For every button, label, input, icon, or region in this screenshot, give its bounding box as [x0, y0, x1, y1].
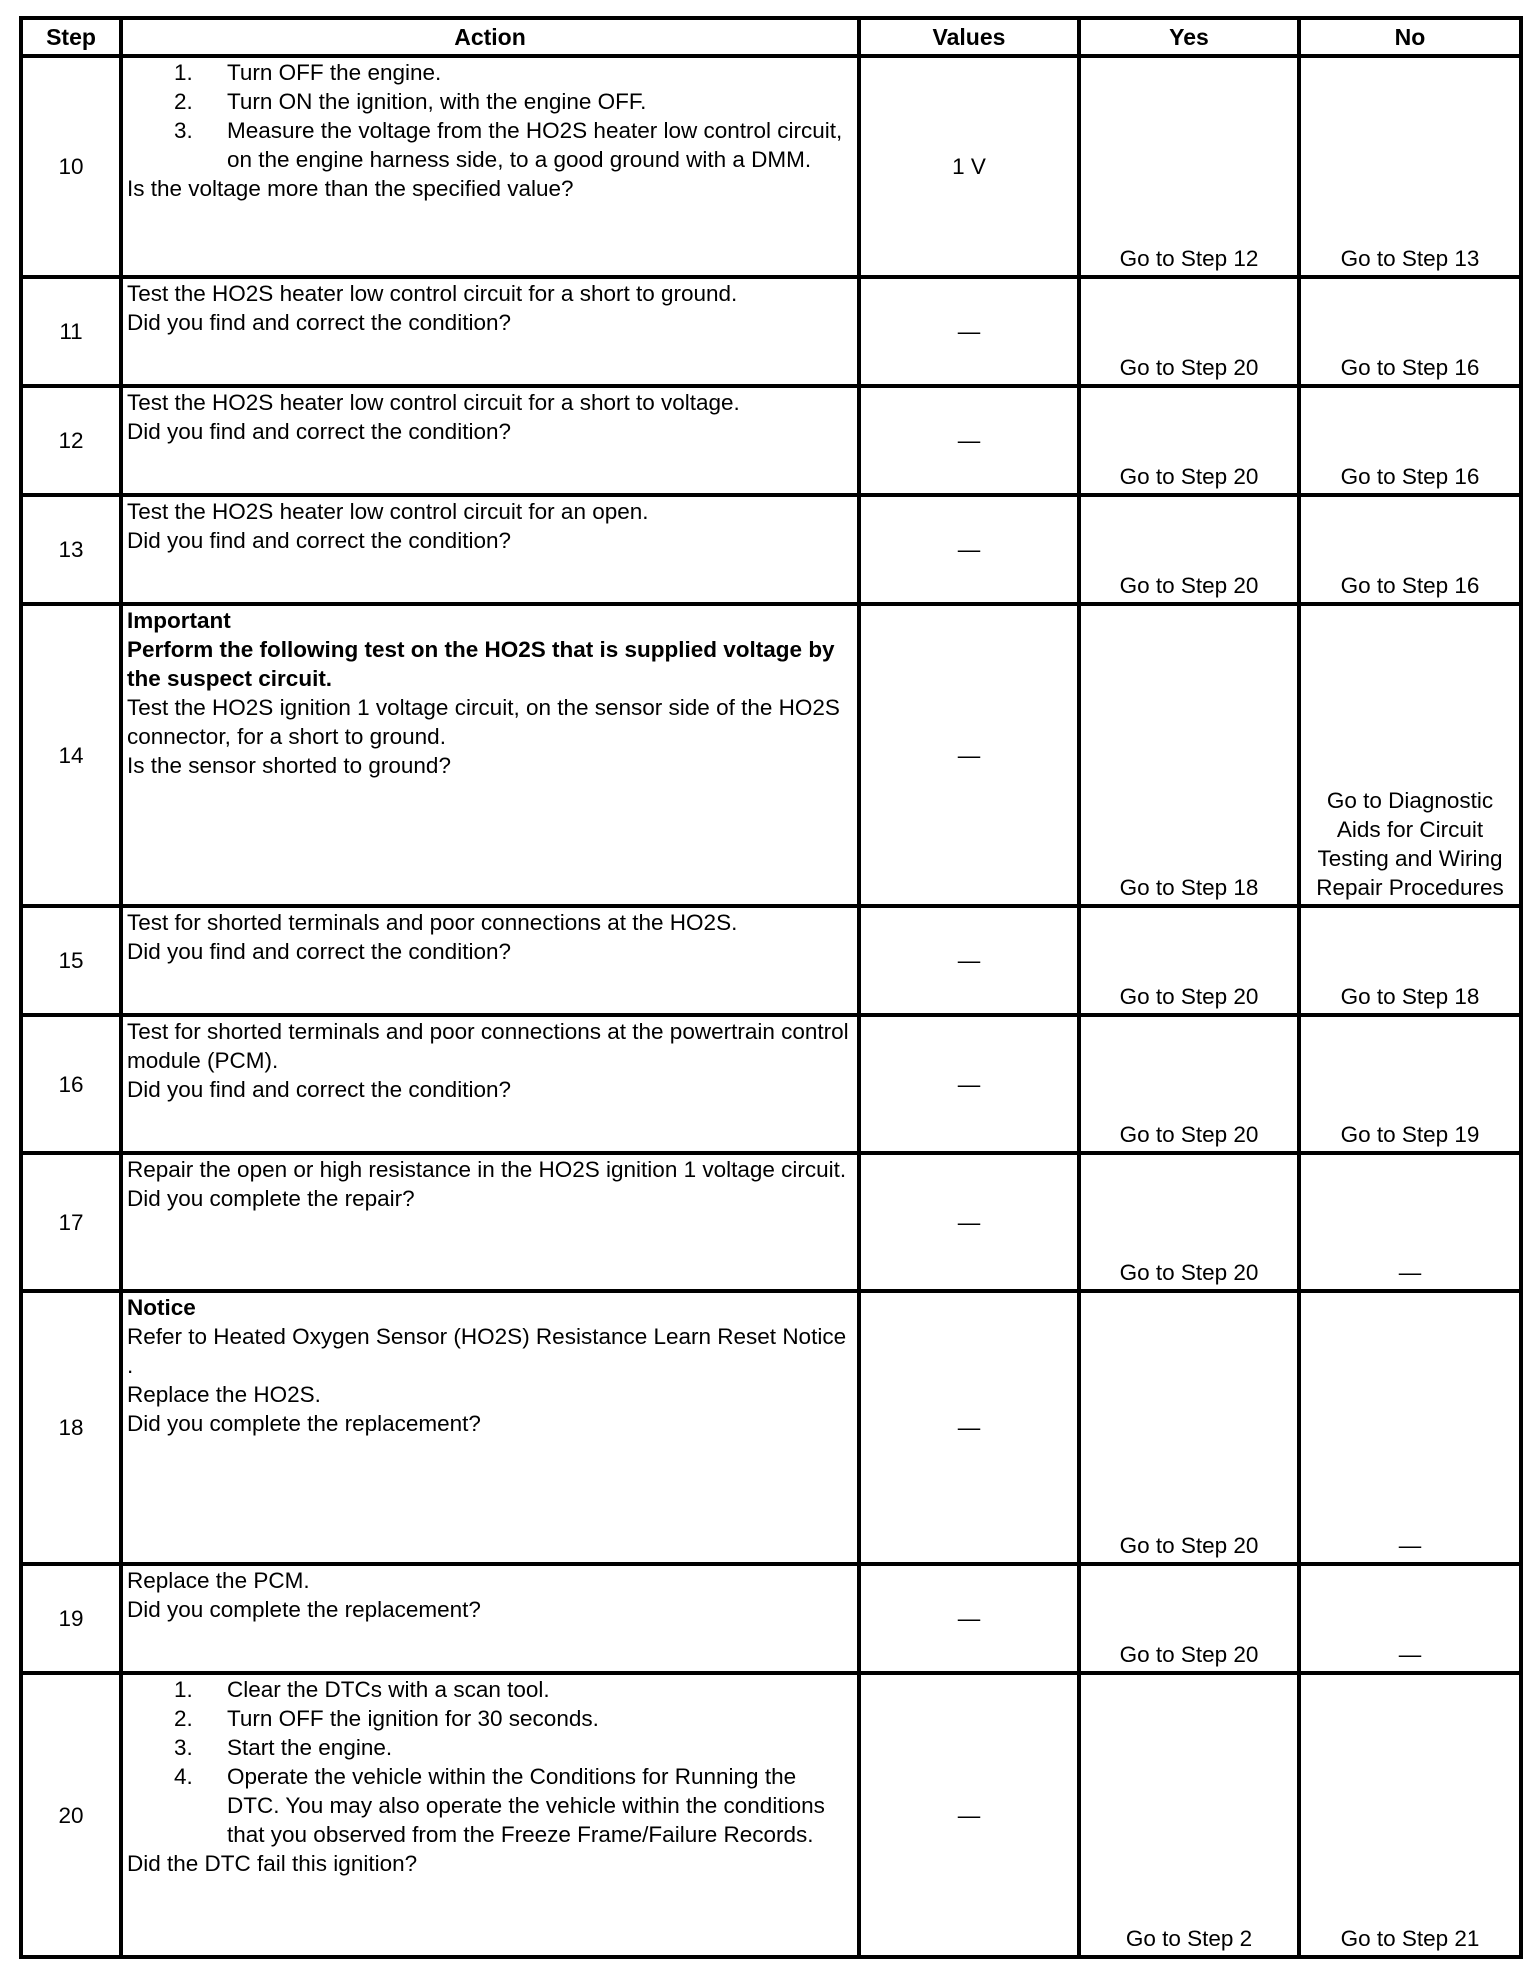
action-text: Replace the HO2S.	[127, 1382, 321, 1407]
no-cell: —	[1299, 1153, 1521, 1291]
action-text: Test the HO2S ignition 1 voltage circuit, on the sensor side of the HO2S connector, for a short to ground.	[127, 695, 840, 749]
value-cell: —	[859, 1153, 1079, 1291]
step-number: 18	[21, 1291, 121, 1564]
value-cell: —	[859, 604, 1079, 906]
step-number: 15	[21, 906, 121, 1015]
table-row	[21, 1564, 1521, 1673]
value-cell: 1 V	[859, 56, 1079, 277]
value-cell: —	[859, 386, 1079, 495]
no-cell: Go to Step 13	[1299, 56, 1521, 277]
step-number: 14	[21, 604, 121, 906]
header-yes: Yes	[1079, 18, 1299, 56]
action-question: Did you complete the replacement?	[127, 1411, 481, 1436]
table-row	[21, 56, 1521, 277]
header-action: Action	[121, 18, 859, 56]
yes-cell: Go to Step 20	[1079, 277, 1299, 386]
action-question: Did the DTC fail this ignition?	[127, 1851, 418, 1876]
step-number: 12	[21, 386, 121, 495]
no-cell: Go to Step 16	[1299, 495, 1521, 604]
action-question: Did you find and correct the condition?	[127, 939, 511, 964]
yes-cell: Go to Step 20	[1079, 1153, 1299, 1291]
action-text: Test the HO2S heater low control circuit for a short to voltage.	[127, 390, 740, 415]
important-heading: Important	[127, 608, 231, 633]
table-row	[21, 906, 1521, 1015]
action-question: Did you complete the repair?	[127, 1186, 415, 1211]
yes-cell: Go to Step 12	[1079, 56, 1299, 277]
value-cell: —	[859, 1564, 1079, 1673]
notice-heading: Notice	[127, 1295, 196, 1320]
action-question: Did you find and correct the condition?	[127, 310, 511, 335]
table-row	[21, 1153, 1521, 1291]
step-number: 17	[21, 1153, 121, 1291]
action-cell	[121, 1153, 859, 1291]
step-number: 16	[21, 1015, 121, 1153]
important-text: Perform the following test on the HO2S that is supplied voltage by the suspect circuit.	[127, 637, 835, 691]
action-step: Start the engine.	[227, 1735, 393, 1760]
action-step: Measure the voltage from the HO2S heater low control circuit, on the engine harness side, to a good ground with a DMM.	[227, 118, 843, 172]
action-cell	[121, 906, 859, 1015]
step-number: 19	[21, 1564, 121, 1673]
no-cell: Go to Step 16	[1299, 386, 1521, 495]
yes-cell: Go to Step 20	[1079, 1291, 1299, 1564]
action-question: Is the sensor shorted to ground?	[127, 753, 451, 778]
yes-cell: Go to Step 20	[1079, 495, 1299, 604]
yes-cell: Go to Step 20	[1079, 1015, 1299, 1153]
header-row	[21, 18, 1521, 56]
action-question: Is the voltage more than the specified value?	[127, 176, 574, 201]
action-cell	[121, 277, 859, 386]
step-number: 20	[21, 1673, 121, 1957]
yes-cell: Go to Step 20	[1079, 386, 1299, 495]
no-cell: Go to Diagnostic Aids for Circuit Testing and Wiring Repair Procedures	[1299, 604, 1521, 906]
action-cell	[121, 1673, 859, 1957]
table-row	[21, 277, 1521, 386]
action-text: Test the HO2S heater low control circuit for a short to ground.	[127, 281, 738, 306]
action-question: Did you find and correct the condition?	[127, 528, 511, 553]
no-cell: Go to Step 16	[1299, 277, 1521, 386]
action-question: Did you find and correct the condition?	[127, 1077, 511, 1102]
no-cell: —	[1299, 1564, 1521, 1673]
table-row	[21, 1015, 1521, 1153]
table-row	[21, 1673, 1521, 1957]
header-step: Step	[21, 18, 121, 56]
header-no: No	[1299, 18, 1521, 56]
action-question: Did you find and correct the condition?	[127, 419, 511, 444]
no-cell: —	[1299, 1291, 1521, 1564]
action-step: Turn OFF the ignition for 30 seconds.	[227, 1706, 599, 1731]
step-number: 10	[21, 56, 121, 277]
action-text: Refer to Heated Oxygen Sensor (HO2S) Resistance Learn Reset Notice .	[127, 1324, 847, 1378]
value-cell: —	[859, 1015, 1079, 1153]
no-cell: Go to Step 21	[1299, 1673, 1521, 1957]
value-cell: —	[859, 1673, 1079, 1957]
action-cell	[121, 1291, 859, 1564]
value-cell: —	[859, 906, 1079, 1015]
action-text: Repair the open or high resistance in the HO2S ignition 1 voltage circuit.	[127, 1157, 847, 1182]
action-question: Did you complete the replacement?	[127, 1597, 481, 1622]
value-cell: —	[859, 1291, 1079, 1564]
action-steps	[127, 58, 851, 174]
header-values: Values	[859, 18, 1079, 56]
action-cell	[121, 604, 859, 906]
action-text: Test for shorted terminals and poor connections at the powertrain control module (PCM).	[127, 1019, 849, 1073]
action-cell	[121, 56, 859, 277]
action-step: Turn OFF the engine.	[227, 60, 442, 85]
action-step: Clear the DTCs with a scan tool.	[227, 1677, 550, 1702]
yes-cell: Go to Step 2	[1079, 1673, 1299, 1957]
action-steps	[127, 1675, 851, 1849]
action-text: Test the HO2S heater low control circuit for an open.	[127, 499, 649, 524]
yes-cell: Go to Step 20	[1079, 1564, 1299, 1673]
table-row	[21, 1291, 1521, 1564]
step-number: 13	[21, 495, 121, 604]
action-cell	[121, 1564, 859, 1673]
action-cell	[121, 1015, 859, 1153]
action-cell	[121, 386, 859, 495]
step-number: 11	[21, 277, 121, 386]
value-cell: —	[859, 495, 1079, 604]
action-step: Operate the vehicle within the Conditions for Running the DTC. You may also operate the vehicle within the conditions that you observed from the Freeze Frame/Failure Records.	[227, 1764, 825, 1847]
table-row	[21, 386, 1521, 495]
table-row	[21, 604, 1521, 906]
yes-cell: Go to Step 18	[1079, 604, 1299, 906]
yes-cell: Go to Step 20	[1079, 906, 1299, 1015]
action-text: Replace the PCM.	[127, 1568, 310, 1593]
action-text: Test for shorted terminals and poor connections at the HO2S.	[127, 910, 738, 935]
table-row	[21, 495, 1521, 604]
value-cell: —	[859, 277, 1079, 386]
no-cell: Go to Step 19	[1299, 1015, 1521, 1153]
diagnostic-table	[19, 16, 1523, 1959]
no-cell: Go to Step 18	[1299, 906, 1521, 1015]
action-cell	[121, 495, 859, 604]
action-step: Turn ON the ignition, with the engine OFF.	[227, 89, 647, 114]
